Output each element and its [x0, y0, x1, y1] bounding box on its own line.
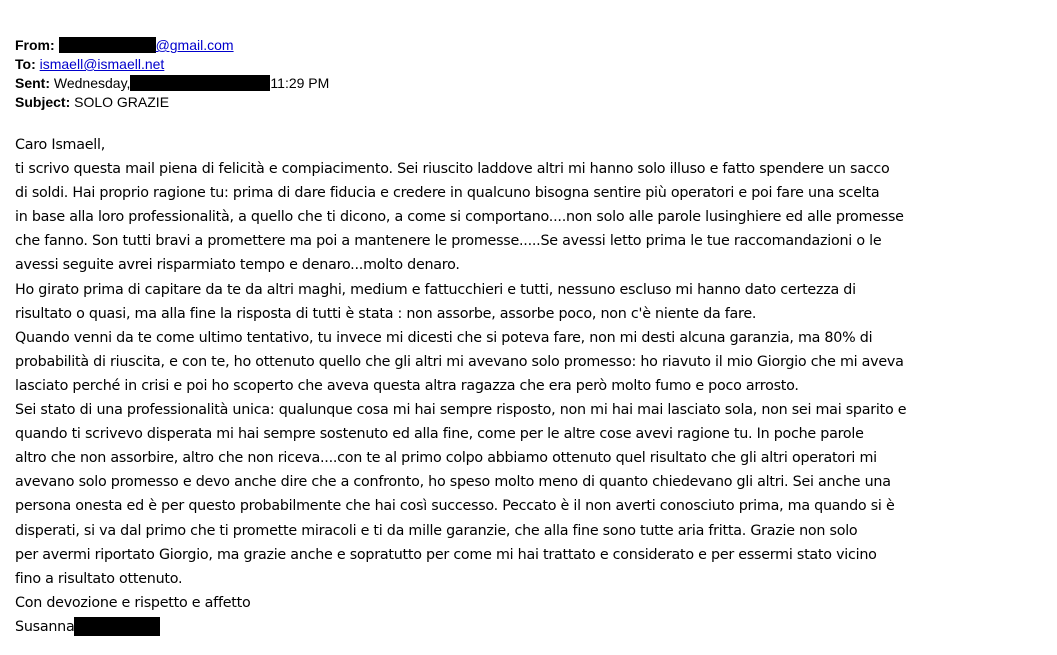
to-row [15, 55, 329, 74]
to-address-link[interactable]: ismaell@ismaell.net [39, 56, 165, 72]
from-address-link[interactable]: @gmail.com [155, 37, 234, 53]
sent-row [15, 74, 329, 93]
subject-text: SOLO GRAZIE [74, 94, 170, 110]
body-line: probabilità di riuscita, e con te, ho ottenuto quello che gli altri mi avevano solo promesso: ho riavuto il mio Giorgio che mi aveva [15, 353, 904, 370]
body-line: risultato o quasi, ma alla fine la risposta di tutti è stata : non assorbe, assorbe poco, non c'è niente da fare. [15, 305, 757, 322]
body-line: avevano solo promesso e devo anche dire che a confronto, ho speso molto meno di quanto chiedevano gli altri. Sei anche una [15, 474, 891, 491]
body-line: Caro Ismaell, [15, 137, 105, 153]
body-line: fino a risultato ottenuto. [15, 570, 183, 587]
sent-time: 11:29 PM [270, 75, 330, 91]
email-header [15, 36, 329, 112]
from-label: From: [15, 37, 55, 53]
redacted-surname [74, 617, 160, 636]
body-line: Ho girato prima di capitare da te da altri maghi, medium e fattucchieri e tutti, nessuno escluso mi hanno dato certezza di [15, 281, 856, 298]
redacted-sender-name [59, 37, 156, 53]
body-line: in base alla loro professionalità, a quello che ti dicono, a come si comportano....non solo alle parole lusinghiere ed alle promesse [15, 209, 904, 226]
body-line: avessi seguite avrei risparmiato tempo e denaro...molto denaro. [15, 257, 460, 274]
to-label: To: [15, 56, 36, 72]
email-body [15, 133, 1045, 639]
sent-label: Sent: [15, 75, 50, 91]
from-row [15, 36, 329, 55]
body-line: Con devozione e rispetto e affetto [15, 594, 251, 611]
body-line: disperati, si va dal primo che ti promette miracoli e ti da mille garanzie, che alla fine sono tutte aria fritta. Grazie non solo [15, 522, 858, 539]
body-line: persona onesta ed è per questo probabilmente che hai così successo. Peccato è il non averti conosciuto prima, ma quando si è [15, 498, 895, 515]
redacted-sent-date [130, 75, 270, 91]
signature-line [15, 615, 1045, 639]
body-line: per avermi riportato Giorgio, ma grazie anche e sopratutto per come mi hai trattato e considerato e per essermi stato vicino [15, 546, 877, 563]
body-line: quando ti scrivevo disperata mi hai sempre sostenuto ed alla fine, come per le altre cose avevi ragione tu. In poche parole [15, 426, 864, 443]
body-line: Quando venni da te come ultimo tentativo, tu invece mi dicesti che si poteva fare, non mi desti alcuna garanzia, ma 80% di [15, 329, 873, 346]
body-line: ti scrivo questa mail piena di felicità e compiacimento. Sei riuscito laddove altri mi hanno solo illuso e fatto spendere un sacco [15, 161, 890, 178]
sent-day: Wednesday, [53, 75, 131, 91]
signature-name: Susanna [15, 618, 75, 635]
subject-row [15, 93, 329, 112]
body-line: Sei stato di una professionalità unica: qualunque cosa mi hai sempre risposto, non mi hai mai lasciato sola, non sei mai sparito e [15, 402, 907, 419]
body-line: che fanno. Son tutti bravi a promettere ma poi a mantenere le promesse.....Se avessi letto prima le tue raccomandazioni o le [15, 233, 882, 250]
body-line: di soldi. Hai proprio ragione tu: prima di dare fiducia e credere in qualcuno bisogna sentire più operatori e poi fare una scelta [15, 185, 880, 202]
body-line: lasciato perché in crisi e poi ho scoperto che aveva questa altra ragazza che era però molto fumo e poco arrosto. [15, 377, 799, 394]
body-line: altro che non assorbire, altro che non riceva....con te al primo colpo abbiamo ottenuto quel risultato che gli altri operatori mi [15, 450, 877, 467]
subject-label: Subject: [15, 94, 71, 110]
